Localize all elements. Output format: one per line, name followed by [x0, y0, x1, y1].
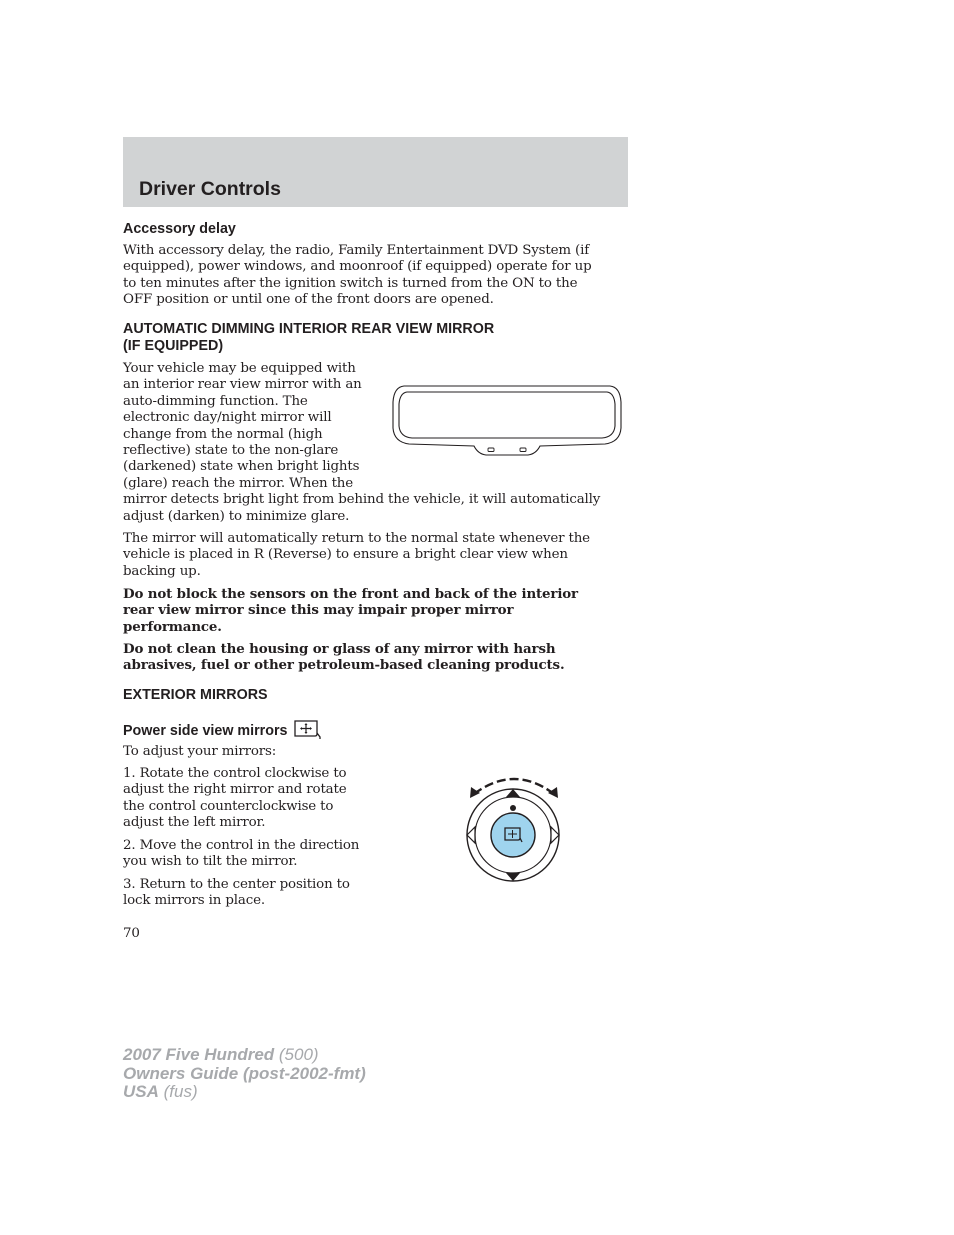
text-line: With accessory delay, the radio, Family Entertainment DVD System (if — [123, 243, 590, 258]
text-line: Do not clean the housing or glass of any mirror with harsh — [123, 641, 556, 657]
section-header-band — [123, 137, 628, 207]
clockwise-arrow-icon — [548, 787, 558, 798]
exterior-mirrors-heading: EXTERIOR MIRRORS — [123, 687, 268, 703]
text-line: performance. — [123, 618, 222, 635]
footer-model-code: (500) — [274, 1045, 319, 1064]
cleaning-warning — [123, 641, 623, 674]
power-mirror-icon — [293, 719, 321, 739]
text-line: equipped), power windows, and moonroof (if equipped) operate for up — [123, 259, 592, 275]
sensor-warning — [123, 586, 623, 635]
section-title: Driver Controls — [139, 178, 281, 200]
accessory-delay-paragraph — [123, 243, 623, 309]
text-line: an interior rear view mirror with an — [123, 377, 362, 393]
heading-line: AUTOMATIC DIMMING INTERIOR REAR VIEW MIRROR — [123, 321, 495, 337]
text-line: rear view mirror since this may impair proper mirror — [123, 602, 514, 619]
text-line: The mirror will automatically return to the normal state whenever the — [123, 531, 590, 546]
text-line: you wish to tilt the mirror. — [123, 854, 298, 870]
document-footer — [123, 1046, 366, 1102]
text-line: 1. Rotate the control clockwise to — [123, 766, 347, 781]
step-1 — [123, 766, 347, 832]
text-line: electronic day/night mirror will — [123, 410, 332, 426]
text-line: the control counterclockwise to — [123, 798, 334, 814]
adjust-intro: To adjust your mirrors: — [123, 744, 277, 759]
text-line: 3. Return to the center position to — [123, 877, 350, 892]
subheading-text: Power side view mirrors — [123, 723, 288, 739]
footer-market: USA — [123, 1082, 159, 1101]
footer-model: 2007 Five Hundred — [123, 1045, 275, 1064]
reverse-paragraph — [123, 531, 623, 580]
auto-dimming-heading — [123, 321, 494, 355]
power-side-mirrors-heading — [123, 719, 321, 740]
light-sensor-icon — [520, 448, 526, 452]
text-line: to ten minutes after the ignition switch is turned from the ON to the — [123, 275, 578, 291]
text-line: change from the normal (high — [123, 426, 323, 442]
footer-line — [123, 1065, 366, 1084]
text-line: (darkened) state when bright lights — [123, 459, 360, 475]
footer-line — [123, 1046, 366, 1065]
text-line: mirror detects bright light from behind the vehicle, it will automatically — [123, 492, 601, 508]
text-line: adjust the left mirror. — [123, 815, 266, 831]
light-sensor-icon — [488, 448, 494, 452]
page-number: 70 — [123, 926, 140, 941]
text-line: 2. Move the control in the direction — [123, 838, 360, 853]
step-2 — [123, 838, 359, 871]
text-line: abrasives, fuel or other petroleum-based cleaning products. — [123, 657, 565, 674]
footer-guide: Owners Guide (post-2002-fmt) — [123, 1063, 366, 1083]
text-line: reflective) state to the non-glare — [123, 443, 339, 459]
counterclockwise-arrow-icon — [470, 787, 480, 798]
footer-line — [123, 1083, 366, 1102]
text-line: backing up. — [123, 563, 201, 579]
text-line: Do not block the sensors on the front and back of the interior — [123, 586, 578, 602]
text-line: auto-dimming function. The — [123, 393, 308, 409]
text-line: (glare) reach the mirror. When the — [123, 475, 354, 491]
text-line: adjust the right mirror and rotate — [123, 782, 347, 798]
heading-line: (IF EQUIPPED) — [123, 338, 224, 354]
mirror-control-illustration — [460, 770, 568, 882]
text-line: adjust (darken) to minimize glare. — [123, 508, 350, 524]
text-line: Your vehicle may be equipped with — [123, 361, 356, 376]
accessory-delay-heading: Accessory delay — [123, 221, 236, 237]
text-line: OFF position or until one of the front doors are opened. — [123, 292, 494, 308]
step-3 — [123, 877, 350, 910]
text-line: lock mirrors in place. — [123, 893, 265, 909]
footer-market-code: (fus) — [158, 1082, 198, 1101]
text-line: vehicle is placed in R (Reverse) to ensure a bright clear view when — [123, 547, 568, 563]
rearview-mirror-illustration — [390, 382, 624, 458]
